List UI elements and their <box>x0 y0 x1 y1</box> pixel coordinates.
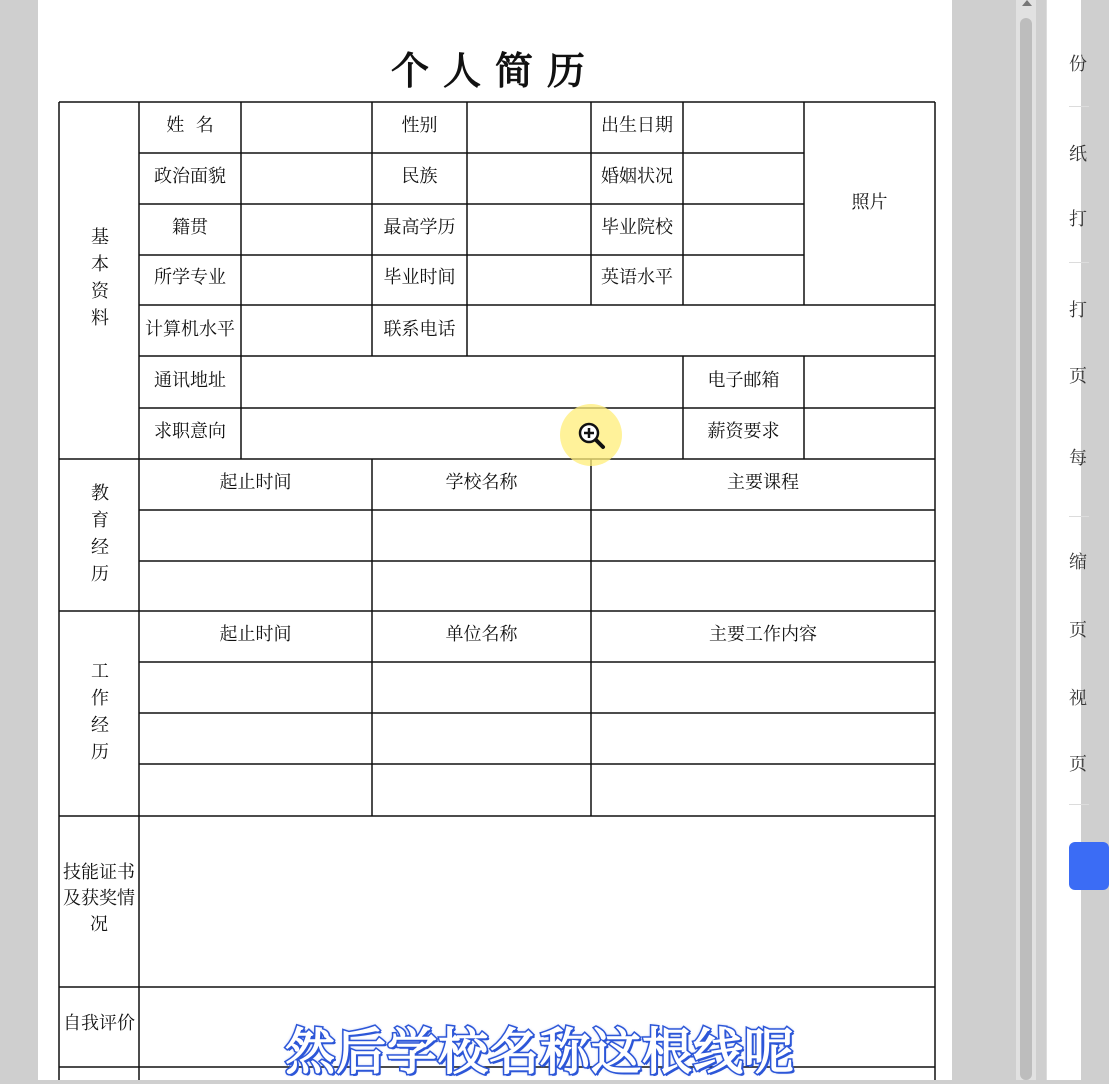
label-english: 英语水平 <box>601 267 673 288</box>
panel-item-print-1[interactable]: 打 <box>1069 209 1087 230</box>
panel-item-scale[interactable]: 缩 <box>1069 552 1087 573</box>
label-phone: 联系电话 <box>383 319 456 340</box>
label-ethnicity: 民族 <box>401 166 438 187</box>
label-address: 通讯地址 <box>154 370 226 391</box>
video-subtitle: 然后学校名称这根线呢 <box>285 1023 795 1081</box>
work-header-duties: 主要工作内容 <box>709 624 817 645</box>
panel-divider <box>1069 516 1089 517</box>
panel-item-page-3[interactable]: 页 <box>1069 754 1087 775</box>
label-salary: 薪资要求 <box>707 421 780 442</box>
label-school: 毕业院校 <box>601 217 673 238</box>
document-title: 个人简历 <box>390 49 599 93</box>
panel-item-page-2[interactable]: 页 <box>1069 620 1087 641</box>
label-politics: 政治面貌 <box>154 166 226 187</box>
label-birth: 出生日期 <box>601 115 673 136</box>
label-name: 姓 名 <box>166 115 214 136</box>
label-gender: 性别 <box>401 115 438 136</box>
scroll-up-arrow-icon[interactable] <box>1022 0 1032 6</box>
section-basic-label: 基本资料 <box>91 227 109 329</box>
label-hometown: 籍贯 <box>172 217 208 238</box>
label-photo: 照片 <box>851 192 888 213</box>
education-header-period: 起止时间 <box>219 472 292 493</box>
panel-item-page-1[interactable]: 页 <box>1069 366 1087 387</box>
panel-divider <box>1069 262 1089 263</box>
label-intent: 求职意向 <box>154 421 226 442</box>
section-self-eval-label: 自我评价 <box>63 1013 135 1034</box>
label-computer: 计算机水平 <box>145 319 235 340</box>
section-education-label: 教育经历 <box>91 483 109 585</box>
scrollbar-thumb[interactable] <box>1020 18 1032 1080</box>
label-degree: 最高学历 <box>383 217 456 238</box>
section-work-label: 工作经历 <box>91 661 109 763</box>
education-header-school: 学校名称 <box>445 472 518 493</box>
work-header-period: 起止时间 <box>219 624 292 645</box>
panel-item-copies[interactable]: 份 <box>1069 54 1087 75</box>
work-header-company: 单位名称 <box>445 624 518 645</box>
panel-divider <box>1069 106 1089 107</box>
label-grad-time: 毕业时间 <box>383 267 456 288</box>
panel-primary-button[interactable] <box>1069 842 1109 890</box>
education-header-courses: 主要课程 <box>727 472 799 493</box>
label-major: 所学专业 <box>154 267 226 288</box>
panel-item-view[interactable]: 视 <box>1069 688 1087 709</box>
print-settings-panel <box>1046 0 1087 1080</box>
panel-item-print-2[interactable]: 打 <box>1069 300 1087 321</box>
label-email: 电子邮箱 <box>707 370 780 391</box>
panel-divider <box>1069 804 1089 805</box>
panel-item-each[interactable]: 每 <box>1069 448 1087 469</box>
panel-item-paper[interactable]: 纸 <box>1069 144 1087 165</box>
section-skills-label: 技能证书及获奖情况 <box>63 862 135 935</box>
zoom-cursor-icon <box>576 420 606 450</box>
label-marital: 婚姻状况 <box>601 166 673 187</box>
